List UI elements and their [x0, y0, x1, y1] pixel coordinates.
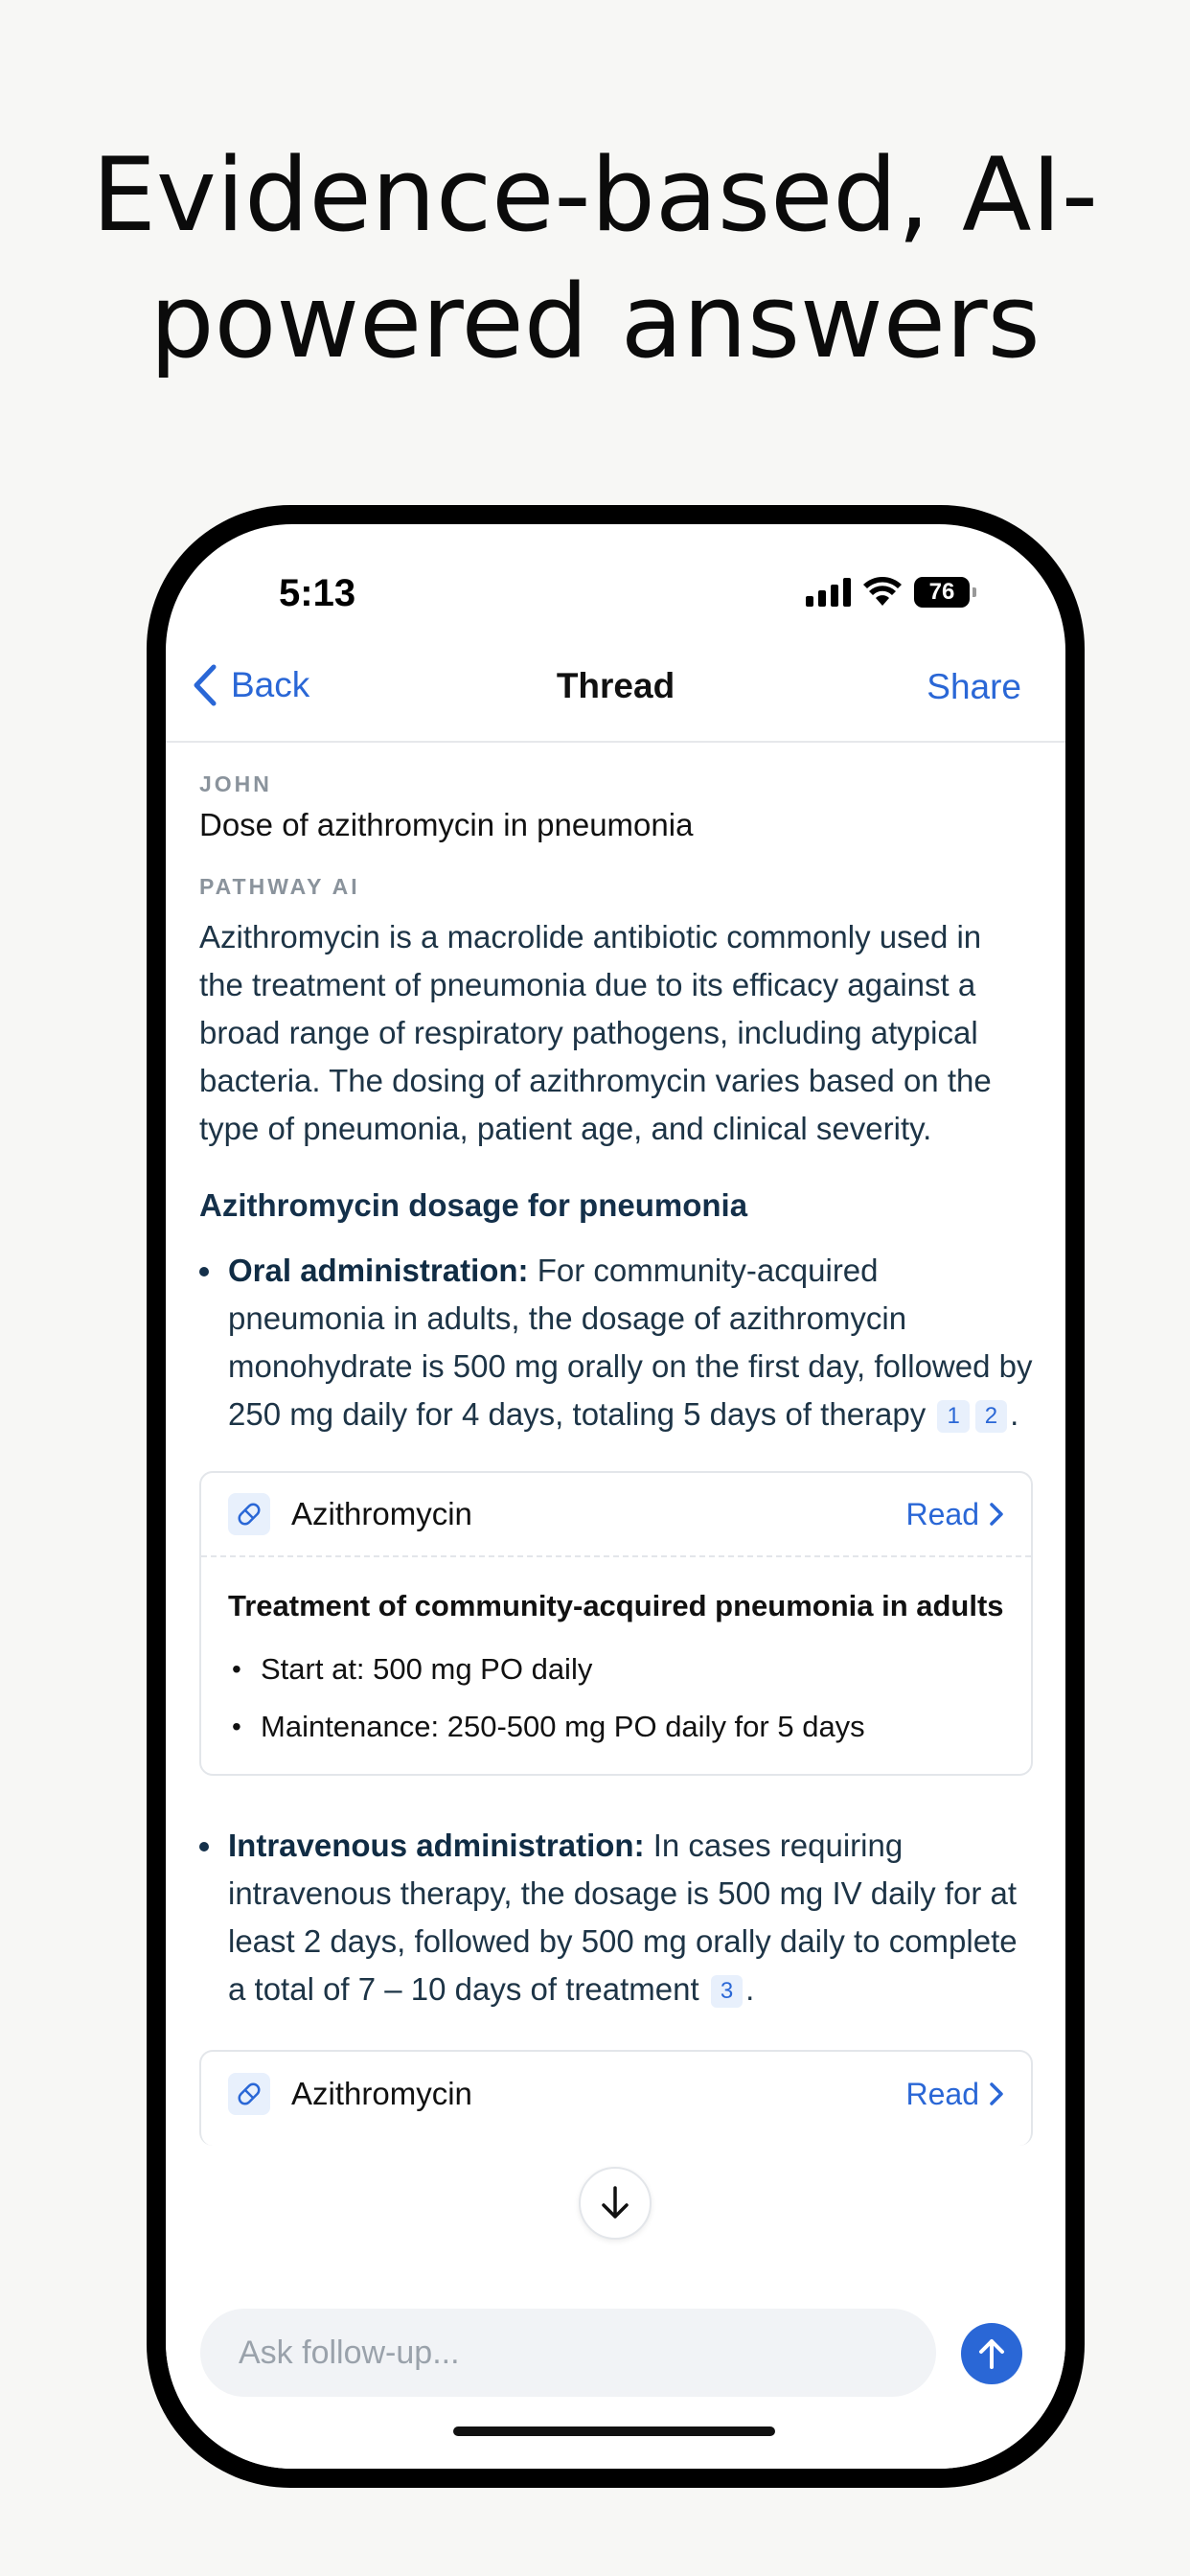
share-button[interactable]: Share	[927, 667, 1021, 706]
section-title: Azithromycin dosage for pneumonia	[199, 1187, 748, 1223]
drug-card-body	[201, 1557, 1031, 1774]
read-label: Read	[905, 2076, 979, 2111]
page-title: Thread	[556, 666, 675, 705]
thread-content	[199, 743, 1033, 2146]
pill-icon	[228, 1493, 270, 1535]
chevron-right-icon	[989, 2082, 1004, 2106]
drug-card-header	[201, 2052, 1031, 2136]
headline-line-1: Evidence-based, AI-	[92, 136, 1098, 254]
bullet-end: .	[1010, 1396, 1019, 1432]
list-item-oral	[199, 1247, 1033, 1438]
drug-card-header	[201, 1473, 1031, 1557]
ask-follow-up-input[interactable]	[200, 2309, 936, 2397]
dosage-item: • Maintenance: 250-500 mg PO daily for 5 days	[228, 1705, 1004, 1749]
back-label: Back	[231, 665, 310, 704]
status-icons	[806, 577, 970, 608]
phone-frame	[147, 505, 1085, 2488]
home-indicator	[453, 2426, 775, 2436]
status-time: 5:13	[279, 572, 356, 614]
phone-screen	[166, 524, 1065, 2469]
bullet-text: For community-acquired pneumonia in adults, the dosage of azithromycin monohydrate is 500 mg orally on the first day, followed by 250 mg daily for 4 days, totaling 5 days of therapy	[228, 1253, 1033, 1432]
drug-card	[199, 1471, 1033, 1776]
list-item-iv	[199, 1822, 1033, 2013]
citation-badge[interactable]: 3	[711, 1975, 743, 2008]
citation-badge[interactable]: 2	[975, 1400, 1007, 1433]
chevron-right-icon	[989, 1502, 1004, 1527]
drug-name: Azithromycin	[291, 2076, 472, 2111]
ai-answer: Azithromycin is a macrolide antibiotic commonly used in the treatment of pneumonia due to its efficacy against a broad range of respiratory pathogens, including atypical bacteria. The dosing of azithromycin varies based on the type of pneumonia, patient age, and clinical severity.	[199, 919, 992, 1146]
arrow-down-icon	[599, 2185, 631, 2221]
drug-card-title: Treatment of community-acquired pneumonia in adults	[228, 1589, 1004, 1622]
drug-card	[199, 2050, 1033, 2146]
scroll-down-button[interactable]	[579, 2167, 652, 2240]
bullet-bold: Oral administration:	[228, 1253, 529, 1288]
bullet-end: .	[745, 1971, 755, 2007]
ai-role-label: PATHWAY AI	[199, 874, 360, 899]
headline	[0, 132, 1190, 385]
composer-bar	[166, 2299, 1065, 2469]
headline-line-2: powered answers	[149, 263, 1041, 380]
arrow-up-icon	[977, 2337, 1006, 2370]
bullet-text: In cases requiring intravenous therapy, the dosage is 500 mg IV daily for at least 2 days, followed by 500 mg orally daily to complete a total of 7 – 10 days of treatment	[228, 1828, 1018, 2007]
pill-icon	[228, 2073, 270, 2115]
drug-name: Azithromycin	[291, 1496, 472, 1531]
dosage-item: • Start at: 500 mg PO daily	[228, 1647, 1004, 1691]
send-button[interactable]	[961, 2323, 1022, 2384]
citation-badge[interactable]: 1	[937, 1400, 969, 1433]
wifi-icon	[862, 577, 903, 608]
bullet-bold: Intravenous administration:	[228, 1828, 645, 1863]
user-question: Dose of azithromycin in pneumonia	[199, 807, 694, 842]
navigation-bar	[166, 637, 1065, 743]
read-button[interactable]	[906, 1497, 1005, 1532]
read-label: Read	[905, 1496, 979, 1531]
user-role-label: JOHN	[199, 771, 272, 796]
battery-icon: 76	[914, 577, 970, 608]
read-button[interactable]	[906, 2077, 1005, 2112]
cellular-signal-icon	[806, 578, 851, 607]
